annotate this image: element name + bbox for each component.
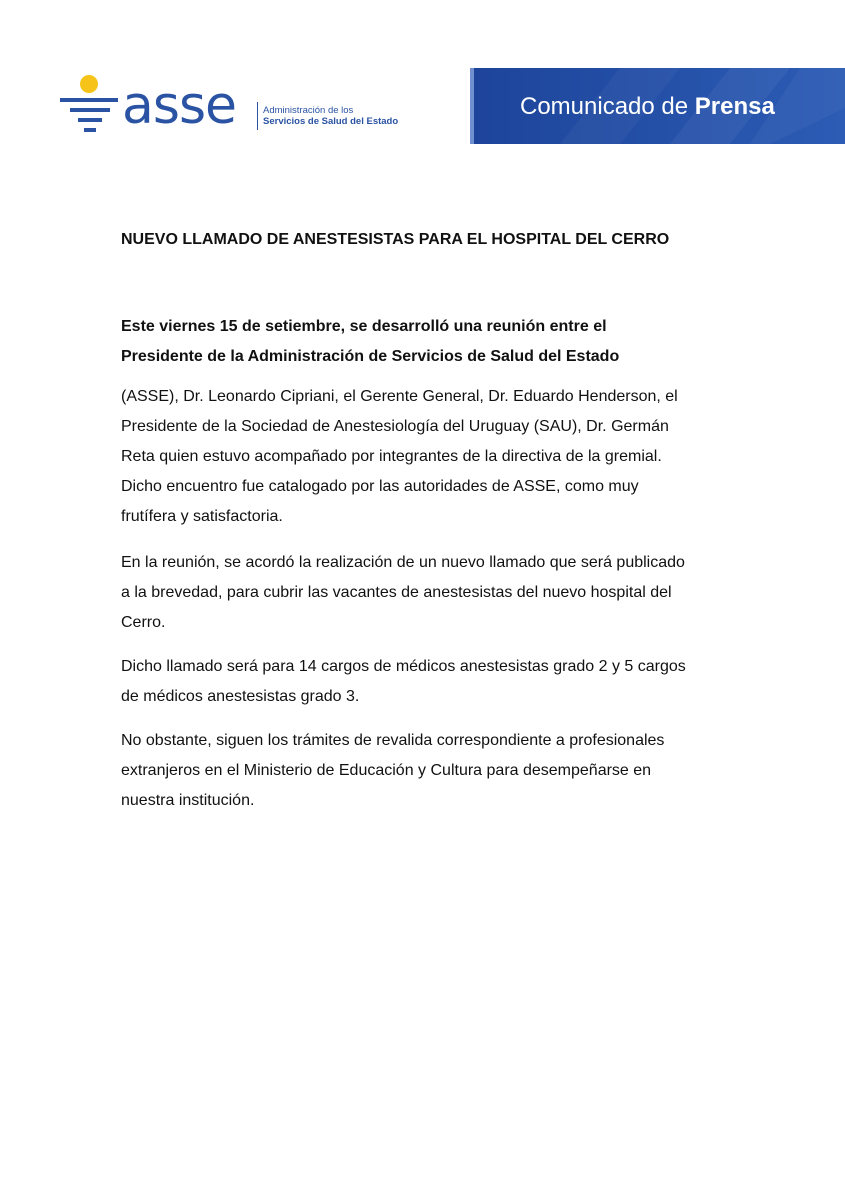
paragraph-line: extranjeros en el Ministerio de Educación y Cultura para desempeñarse en bbox=[121, 762, 652, 779]
article-headline: NUEVO LLAMADO DE ANESTESISTAS PARA EL HOSPITAL DEL CERRO bbox=[121, 231, 670, 248]
paragraph-line: Presidente de la Sociedad de Anestesiología del Uruguay (SAU), Dr. Germán bbox=[121, 418, 669, 435]
lead-line: Este viernes 15 de setiembre, se desarrolló una reunión entre el bbox=[121, 318, 607, 335]
asse-logo bbox=[58, 74, 418, 138]
lead-line: Presidente de la Administración de Servicios de Salud del Estado bbox=[121, 348, 620, 365]
press-release-banner bbox=[470, 68, 845, 144]
article-paragraph-2 bbox=[121, 548, 741, 638]
banner-title bbox=[520, 92, 775, 122]
paragraph-line: No obstante, siguen los trámites de revalida correspondiente a profesionales bbox=[121, 732, 665, 749]
paragraph-line: frutífera y satisfactoria. bbox=[121, 508, 283, 525]
article-paragraph-1 bbox=[121, 382, 741, 532]
article-paragraph-3 bbox=[121, 652, 741, 712]
paragraph-line: Reta quien estuvo acompañado por integrantes de la directiva de la gremial. bbox=[121, 448, 662, 465]
article-paragraph-4 bbox=[121, 726, 741, 816]
sun-icon bbox=[80, 75, 98, 93]
org-name-line-1: Administración de los bbox=[263, 105, 354, 116]
banner-title-strong: Prensa bbox=[694, 93, 775, 120]
emblem-stripe bbox=[60, 98, 118, 102]
article-lead bbox=[121, 312, 741, 372]
emblem-stripe bbox=[70, 108, 110, 112]
paragraph-line: nuestra institución. bbox=[121, 792, 255, 809]
emblem-stripe bbox=[84, 128, 96, 132]
logo-divider bbox=[257, 102, 258, 130]
paragraph-line: (ASSE), Dr. Leonardo Cipriani, el Gerente General, Dr. Eduardo Henderson, el bbox=[121, 388, 678, 405]
banner-title-prefix: Comunicado de bbox=[520, 93, 689, 120]
asse-sun-emblem-icon bbox=[58, 74, 122, 136]
paragraph-line: Dicho encuentro fue catalogado por las autoridades de ASSE, como muy bbox=[121, 478, 639, 495]
paragraph-line: a la brevedad, para cubrir las vacantes de anestesistas del nuevo hospital del bbox=[121, 584, 672, 601]
emblem-stripe bbox=[78, 118, 102, 122]
paragraph-line: Dicho llamado será para 14 cargos de médicos anestesistas grado 2 y 5 cargos bbox=[121, 658, 686, 675]
paragraph-line: Cerro. bbox=[121, 614, 166, 631]
logo-wordmark: asse bbox=[122, 76, 237, 136]
logo-org-name bbox=[263, 105, 398, 127]
org-name-line-2: Servicios de Salud del Estado bbox=[263, 116, 399, 127]
paragraph-line: de médicos anestesistas grado 3. bbox=[121, 688, 360, 705]
paragraph-line: En la reunión, se acordó la realización de un nuevo llamado que será publicado bbox=[121, 554, 685, 571]
